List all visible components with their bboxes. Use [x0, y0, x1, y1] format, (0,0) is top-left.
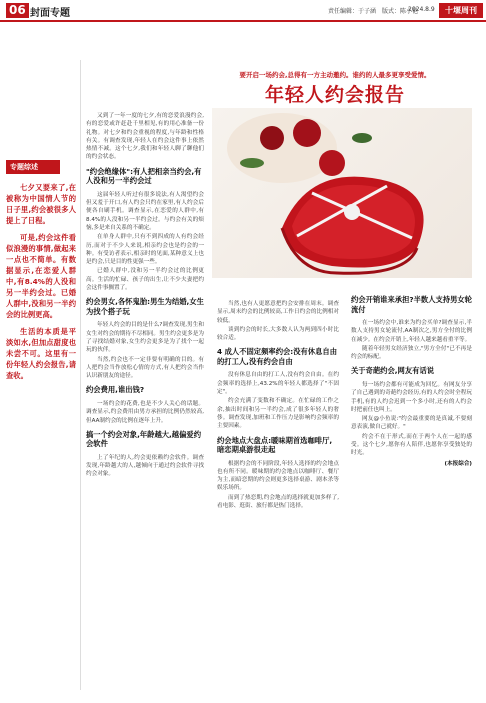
body-paragraph: 年轻人约会的目的是什么?调查发现,男生和女生对约会的期待不尽相同。男生约会更多是为了寻找结婚对象,女生约会更多是为了找个一起玩的伙伴。	[86, 322, 204, 354]
body-paragraph: 约会充满了变数和不确定。在忙碌的工作之余,抽出时间和另一半约会,成了很多年轻人的奢侈。调查发现,加班和工作压力是影响约会频率的主要因素。	[217, 398, 339, 430]
body-paragraph: 一场约会的花费,也是不少人关心的话题。调查显示,约会费用由男方承担的比例仍然较高,但AA制约会的比例在逐年上升。	[86, 400, 204, 424]
article-source: (本报综合)	[444, 460, 472, 467]
sidebar-paragraph: 生活的本质是平淡如水,但加点甜度也未尝不可。这里有一份年轻人约会报告,请查收。	[6, 327, 76, 380]
section-heading: 搞一个约会对象,年龄越大,越偏爱约会软件	[86, 429, 201, 449]
body-paragraph: 当然,约会也不一定非要有明确的目的。有人把约会当作放松心情的方式,有人把约会当作认识新朋友的途径。	[86, 356, 204, 380]
sidebar-summary	[6, 160, 76, 460]
body-paragraph: 随着年轻男女经济独立,"男方全付"已不再是约会的标配。	[351, 345, 472, 361]
section-heading: 关于奇葩约会,网友有话说	[351, 366, 435, 376]
body-paragraph: 已婚人群中,没和另一半约会过的比例更高。生活的忙碌、孩子的出生,让不少夫妻把约会这件事搁置了。	[86, 268, 204, 292]
designer-credit: 版式：陈小艳	[381, 8, 418, 15]
body-paragraph: 没有休息自由的打工人,没有约会自由。在约会频率的选择上,43.2%的年轻人都选择了"不固定"。	[217, 372, 339, 396]
photo-illustration	[212, 108, 472, 278]
section-title: 封面专题	[30, 8, 70, 19]
article-title: 年轻人约会报告	[264, 84, 405, 106]
body-paragraph: 在一场约会中,谁来为约会买单?调查显示,半数人支持男女轮流付,AA制次之,男方全付的比例在减少。在约会开销上,年轻人越来越看重平等。	[351, 320, 472, 343]
body-paragraph: 谈到约会的时长,大多数人认为两到四小时比较合适。	[217, 326, 339, 342]
body-paragraph: 上了年纪的人,约会更依赖约会软件。调查发现,年龄越大的人,越倾向于通过约会软件寻找约会对象。	[86, 454, 204, 478]
article-column-2	[217, 300, 339, 511]
sidebar-tab: 专题综述	[6, 160, 60, 174]
body-paragraph: 而到了热恋期,约会地点的选择就更加多样了,看电影、逛街、旅行都是热门选择。	[217, 494, 339, 510]
page-header	[0, 0, 486, 22]
sidebar-paragraph: 七夕又要来了,在被称为中国情人节的日子里,约会被很多人提上了日程。	[6, 183, 76, 225]
section-heading: 约会男女,各怀鬼胎:男生为结婚,女生为找个搭子玩	[86, 297, 204, 316]
page-number: 06	[6, 3, 29, 18]
editor-credit: 责任编辑：于子涵	[328, 8, 377, 15]
column-divider	[80, 60, 81, 690]
section-heading: 4 成人不固定频率约会:没有休息自由的打工人,没有约会自由	[217, 347, 337, 366]
article-kicker: 要开启一场约会,总得有一方主动邀约。谁约的人最多更享受爱情。	[239, 71, 431, 79]
body-paragraph: 约会不在于形式,而在于两个人在一起的感受。这个七夕,愿你有人陪伴,也愿你享受独处的时光。	[351, 433, 472, 457]
section-heading: 约会地点大盘点:暖味期首选咖啡厅,暗恋期桌游很走起	[217, 435, 333, 455]
brand-logo: 十堰周刊	[439, 3, 483, 18]
body-paragraph: 网友@小鱼说:"约会最重要的是真诚,不要刻意表演,做自己就好。"	[351, 416, 472, 431]
article-column-1	[86, 112, 204, 480]
article-column-3	[351, 290, 472, 468]
section-heading: "约会绝缘体":有人把相亲当约会,有人没和另一半约会过	[86, 166, 202, 186]
body-paragraph: 根据约会的不同阶段,年轻人选择的约会地点也有所不同。暖味期的约会地点以咖啡厅、餐厅为主,而暗恋期的约会则更多选择桌游、剧本杀等娱乐场所。	[217, 460, 339, 492]
body-paragraph: 在单身人群中,只有不到四成的人有约会经历,而对于不少人来说,相亲约会也是约会的一种。有受访者表示,相亲时的见面,某种意义上也是约会,只是目的性更强一些。	[86, 234, 204, 266]
issue-date: 2024.8.9	[408, 6, 435, 13]
body-paragraph: 又到了一年一度的七夕,有的恋爱浪漫约会,有的恋爱或许赶赴千里相见,有的用心准备一份礼物。对七夕和约会重视的程度,与年龄和性格有关。有调查发现,年轻人在约会这件事上依然热情不减。这个七夕,我们和年轻人聊了聊他们的约会状态。	[86, 113, 204, 161]
sidebar-paragraph: 可是,约会这件看似浪漫的事情,做起来一点也不简单。有数据显示,在恋爱人群中,有8.4%的人没和另一半约会过。已婚人群中,没和另一半约会的比例更高。	[6, 233, 76, 319]
section-heading: 约会开销谁来承担?半数人支持男女轮流付	[351, 295, 472, 314]
body-paragraph: 每一场约会都有可能成为回忆。有网友分享了自己遇到的奇葩约会经历,有的人约会时全程玩手机,有的人约会迟到一个多小时,还有的人约会时把前任也叫上。	[351, 381, 472, 413]
body-paragraph: 当然,也有人更愿意把约会安排在周末。调查显示,周末约会的比例较高,工作日约会的比例相对较低。	[217, 301, 339, 324]
sidebar-text	[6, 182, 76, 381]
section-heading: 约会费用,谁出钱?	[86, 385, 145, 395]
body-paragraph: 这届年轻人听过有很多说法,有人渴望约会但又羞于开口,有人约会只约在家里,有人约会后便各自刷手机。调查显示,在恋爱的人群中,有8.4%的人没和另一半约会过。与约会有关的烦恼,多是来自关系的不确定。	[86, 191, 204, 231]
gift-box-roses-photo	[212, 108, 472, 278]
